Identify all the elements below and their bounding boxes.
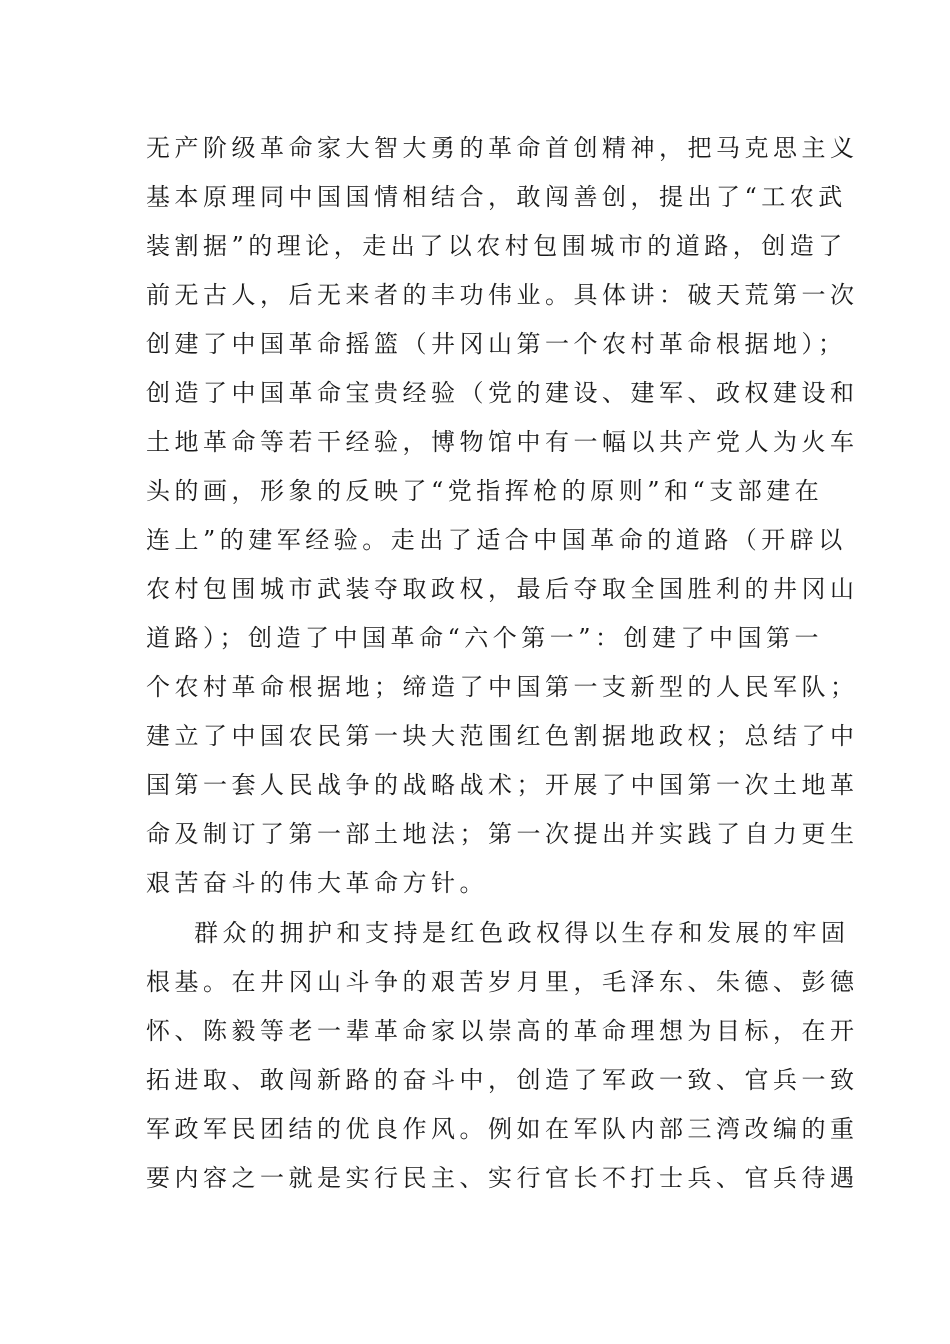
- paragraph-line: 要内容之一就是实行民主、实行官长不打士兵、官兵待遇: [146, 1164, 859, 1192]
- paragraph-line: 基本原理同中国国情相结合，敢闯善创，提出了“工农武: [146, 183, 847, 211]
- paragraph-line: 创造了中国革命宝贵经验（党的建设、建军、政权建设和: [146, 379, 859, 407]
- paragraph-line: 根基。在井冈山斗争的艰苦岁月里，毛泽东、朱德、彭德: [146, 968, 859, 996]
- paragraph-line: 土地革命等若干经验，博物馆中有一幅以共产党人为火车: [146, 428, 859, 456]
- paragraph-line: 建立了中国农民第一块大范围红色割据地政权；总结了中: [146, 722, 859, 750]
- paragraph-line: 创建了中国革命摇篮（井冈山第一个农村革命根据地）；: [146, 330, 847, 358]
- paragraph-line: 群众的拥护和支持是红色政权得以生存和发展的牢固: [194, 919, 850, 947]
- paragraph-line: 命及制订了第一部土地法；第一次提出并实践了自力更生: [146, 820, 859, 848]
- paragraph-line: 前无古人，后无来者的丰功伟业。具体讲：破天荒第一次: [146, 281, 859, 309]
- paragraph-line: 国第一套人民战争的战略战术；开展了中国第一次土地革: [146, 771, 859, 799]
- paragraph-line: 连上”的建军经验。走出了适合中国革命的道路（开辟以: [146, 526, 847, 554]
- paragraph-1: [146, 124, 859, 908]
- paragraph-line: 拓进取、敢闯新路的奋斗中，创造了军政一致、官兵一致: [146, 1066, 859, 1094]
- paragraph-line: 头的画，形象的反映了“党指挥枪的原则”和“支部建在: [146, 477, 824, 505]
- paragraph-line: 军政军民团结的优良作风。例如在军队内部三湾改编的重: [146, 1115, 859, 1143]
- paragraph-line: 道路）；创造了中国革命“六个第一”：创建了中国第一: [146, 624, 824, 652]
- paragraph-line: 农村包围城市武装夺取政权，最后夺取全国胜利的井冈山: [146, 575, 859, 603]
- paragraph-line: 艰苦奋斗的伟大革命方针。: [146, 869, 488, 897]
- paragraph-line: 装割据”的理论，走出了以农村包围城市的道路，创造了: [146, 232, 847, 260]
- paragraph-line: 个农村革命根据地；缔造了中国第一支新型的人民军队；: [146, 673, 859, 701]
- paragraph-line: 怀、陈毅等老一辈革命家以崇高的革命理想为目标，在开: [146, 1017, 859, 1045]
- paragraph-line: 无产阶级革命家大智大勇的革命首创精神，把马克思主义: [146, 134, 859, 162]
- paragraph-2: [146, 909, 859, 1203]
